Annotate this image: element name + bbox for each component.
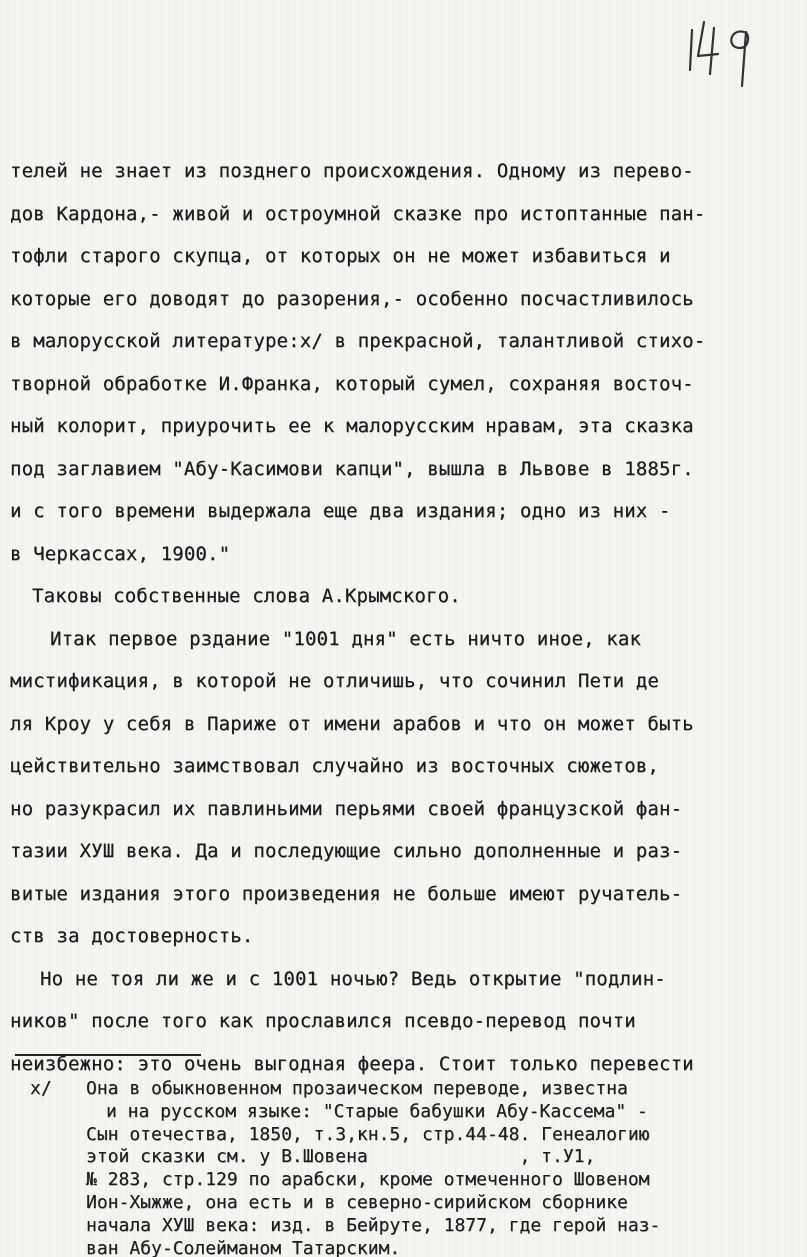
text-line: творной обработке И.Франка, который сумел, сохраняя восточ- <box>10 372 694 395</box>
text-line: неизбежно: это очень выгодная феера. Стоит только перевести <box>10 1052 694 1075</box>
footnote-line: этой сказки см. у В.Шовена , т.У1, <box>86 1146 596 1168</box>
footnote-line: Она в обыкновенном прозаическом переводе, известна <box>86 1078 628 1099</box>
text-line: которые его доводят до разорения,- особенно посчастливилось <box>10 287 694 310</box>
footnote-line: Ион-Хыжже, она есть и в северно-сирийском сборнике <box>86 1191 628 1213</box>
handwritten-page-number <box>684 8 764 92</box>
text-line: ств за достоверность. <box>10 925 254 947</box>
footnote-line: ван Абу-Солейманом Татарским. <box>86 1237 401 1257</box>
footnote-line: № 283, стр.129 по арабски, кроме отмеченного Шовеном <box>86 1169 650 1191</box>
text-line: тазии ХУШ века. Да и последующие сильно дополненные и раз- <box>10 840 683 862</box>
text-line: и с того времени выдержала еще два издания; одно из них - <box>10 500 671 522</box>
text-line: в Черкассах, 1900." <box>10 542 231 565</box>
footnote-separator <box>15 1054 201 1056</box>
footnote-marker: x/ <box>30 1078 52 1099</box>
text-line: но разукрасил их павлиньими перьями своей французской фан- <box>10 797 683 820</box>
footnote-text <box>86 1078 800 1257</box>
footnote-line: и на русском языке: "Старые бабушки Абу-Кассема" - <box>106 1100 648 1122</box>
text-line: дов Кардона,- живой и остроумной сказке про истоптанные пан- <box>10 202 706 225</box>
main-text <box>10 150 802 1085</box>
handwritten-page-number-graphic <box>684 8 764 92</box>
footnote-line: начала ХУШ века: изд. в Бейруте, 1877, где герой наз- <box>86 1214 661 1236</box>
text-line: Итак первое рздание "1001 дня" есть ничто иное, как <box>50 627 642 650</box>
text-line: ников" после того как прославился псевдо-перевод почти <box>10 1010 636 1032</box>
text-line: мистификация, в которой не отличишь, что сочинил Пети де <box>10 670 659 692</box>
text-line: ля Кроу у себя в Париже от имени арабов и что он может быть <box>10 712 694 735</box>
footnote-line: Сын отечества, 1850, т.3,кн.5, стр.44-48. Генеалогию <box>86 1123 650 1145</box>
text-line: под заглавием "Абу-Касимови капци", вышла в Львове в 1885г. <box>10 457 694 480</box>
text-line: телей не знает из позднего происхождения. Одному из перево- <box>10 160 694 182</box>
text-line: Таковы собственные слова А.Крымского. <box>32 585 461 607</box>
text-line: витые издания этого произведения не больше имеют ручатель- <box>10 882 683 905</box>
text-line: Но не тоя ли же и с 1001 ночью? Ведь открытие "подлин- <box>40 967 666 990</box>
text-line: цействительно заимствовал случайно из восточных сюжетов, <box>10 755 659 777</box>
text-line: ный колорит, приурочить ее к малорусским нравам, эта сказка <box>10 415 694 437</box>
text-line: тофли старого скупца, от которых он не может избавиться и <box>10 245 671 267</box>
text-line: в малорусской литературе:x/ в прекрасной, талантливой стихо- <box>10 330 706 352</box>
